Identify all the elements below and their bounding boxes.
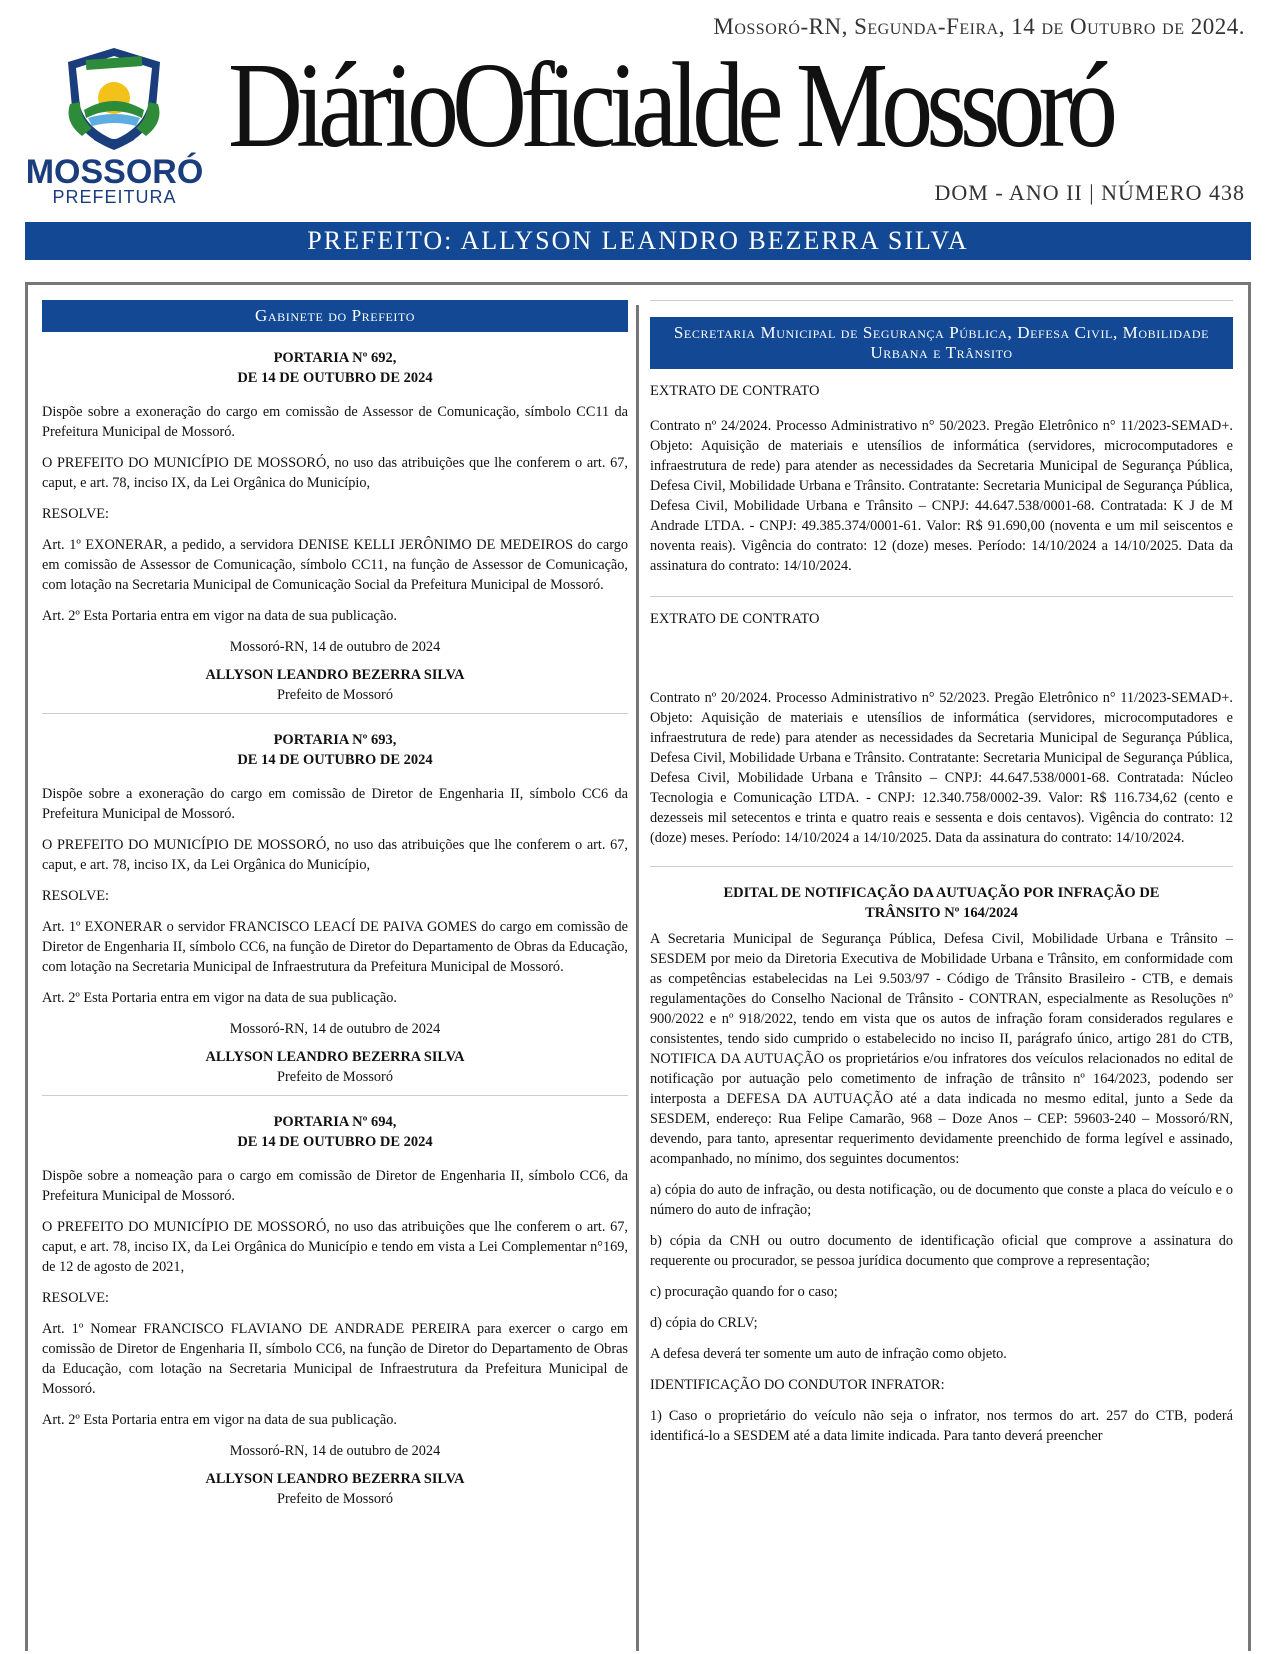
section-divider — [650, 596, 1233, 597]
edital-title — [650, 883, 1233, 923]
portaria-number: PORTARIA Nº 693, — [273, 732, 397, 748]
right-column — [650, 300, 1233, 1457]
coat-of-arms-icon — [62, 44, 166, 154]
left-column — [42, 300, 628, 1517]
portaria-number: PORTARIA Nº 694, — [273, 1114, 397, 1130]
portaria-title — [42, 348, 628, 388]
prefeitura-logo — [22, 44, 202, 209]
edital-ident-heading: IDENTIFICAÇÃO DO CONDUTOR INFRATOR: — [650, 1377, 945, 1393]
section-header-sesdem: Secretaria Municipal de Segurança Pública, Defesa Civil, Mobilidade Urbana e Trânsito — [650, 317, 1233, 369]
portaria-signer: ALLYSON LEANDRO BEZERRA SILVA — [205, 1049, 465, 1065]
portaria-art2: Art. 2º Esta Portaria entra em vigor na data de sua publicação. — [42, 608, 397, 624]
edital-defesa-note: A defesa deverá ter somente um auto de infração como objeto. — [650, 1346, 1007, 1362]
portaria-ementa: Dispõe sobre a exoneração do cargo em comissão de Diretor de Engenharia II, símbolo CC6 da Prefeitura Municipal de Mossoró. — [42, 786, 628, 822]
portaria-art1: Art. 1º Nomear FRANCISCO FLAVIANO DE ANDRADE PEREIRA para exercer o cargo em comissão de Diretor de Engenharia II, símbolo CC6, na função de Diretor do Departamento de Obras da Educação, com lotação na Secretaria Municipal de Infraestrutura da Prefeitura Municipal de Mossoró. — [42, 1321, 628, 1397]
edital-title-line2: TRÂNSITO Nº 164/2024 — [865, 905, 1018, 921]
masthead-title: DiárioOficialde Mossoró — [228, 38, 1112, 173]
portaria-signer-role: Prefeito de Mossoró — [277, 1491, 393, 1507]
section-divider — [650, 300, 1233, 301]
portaria-ementa: Dispõe sobre a nomeação para o cargo em comissão de Diretor de Engenharia II, símbolo CC6, da Prefeitura Municipal de Mossoró. — [42, 1168, 628, 1204]
section-divider — [42, 1095, 628, 1096]
portaria-693 — [42, 730, 628, 1087]
mayor-banner: PREFEITO: ALLYSON LEANDRO BEZERRA SILVA — [25, 222, 1251, 260]
extrato-body: Contrato nº 20/2024. Processo Administrativo n° 52/2023. Pregão Eletrônico n° 11/2023-SEMAD+. Objeto: Aquisição de materiais e utensílios de informática (servidores, microcomputadores e infraestrutura de rede) para atender as necessidades da Secretaria Municipal de Segurança Pública, Defesa Civil, Mobilidade Urbana e Trânsito. Contratante: Secretaria Municipal de Segurança Pública, Defesa Civil, Mobilidade Urbana e Trânsito – CNPJ: 44.647.538/0001-68. Contratada: Núcleo Tecnologia e Comunicação LTDA. - CNPJ: 12.340.758/0002-39. Valor: R$ 116.734,62 (cento e dezesseis mil setecentos e trinta e quatro reais e sessenta e dois centavos). Vigência do contrato: 12 (doze) meses. Período: 14/10/2024 a 14/10/2025. Data da assinatura do contrato: 14/10/2024. — [650, 690, 1233, 846]
edition-number: DOM - ANO II | NÚMERO 438 — [934, 180, 1245, 205]
edital-item-b: b) cópia da CNH ou outro documento de identificação oficial que comprove a assinatura do requerente ou procurador, se pessoa jurídica documento que comprove a representação; — [650, 1233, 1233, 1269]
portaria-art1: Art. 1º EXONERAR o servidor FRANCISCO LEACÍ DE PAIVA GOMES do cargo em comissão de Diretor de Engenharia II, símbolo CC6, na função de Diretor do Departamento de Obras da Educação, com lotação na Secretaria Municipal de Infraestrutura da Prefeitura Municipal de Mossoró. — [42, 919, 628, 975]
portaria-title — [42, 730, 628, 770]
logo-name: MOSSORÓ — [25, 153, 204, 191]
portaria-694 — [42, 1112, 628, 1509]
column-divider — [636, 305, 639, 1651]
portaria-signer-role: Prefeito de Mossoró — [277, 687, 393, 703]
portaria-resolve: RESOLVE: — [42, 506, 109, 522]
extrato-heading: EXTRATO DE CONTRATO — [650, 383, 820, 399]
extrato-contrato-20 — [650, 611, 1233, 848]
extrato-heading: EXTRATO DE CONTRATO — [650, 611, 820, 627]
edital-body: A Secretaria Municipal de Segurança Pública, Defesa Civil, Mobilidade Urbana e Trânsito – SESDEM por meio da Diretoria Executiva de Mobilidade Urbana e Trânsito, em conformidade com as competências estabelecidas na Lei 9.503/97 - Código de Trânsito Brasileiro - CTB, e demais regulamentações do Conselho Nacional de Trânsito - CONTRAN, especialmente as Resoluções nº 900/2022 e nº 918/2022, tendo em vista que os autos de infração foram considerados regulares e consistentes, tendo sido cumprido o estabelecido no inciso II, parágrafo único, artigo 281 do CTB, NOTIFICA DA AUTUAÇÃO os proprietários e/ou infratores dos veículos relacionados no edital de notificação por autuação pelo cometimento de infração de trânsito nº 164/2023, podendo ser interposta a DEFESA DA AUTUAÇÃO até a data indicada no mesmo edital, junto a Sede da SESDEM, endereço: Rua Felipe Camarão, 968 – Doze Anos – CEP: 59603-240 – Mossoró/RN, devendo, para tanto, apresentar requerimento devidamente preenchido de forma legível e assinado, acompanhado, no mínimo, dos seguintes documentos: — [650, 931, 1233, 1167]
portaria-resolve: RESOLVE: — [42, 1290, 109, 1306]
edital-ident-item-1: 1) Caso o proprietário do veículo não seja o infrator, nos termos do art. 257 do CTB, poderá identificá-lo a SESDEM até a data limite indicada. Para tanto deverá preencher — [650, 1408, 1233, 1444]
extrato-contrato-24 — [650, 383, 1233, 576]
portaria-place-date: Mossoró-RN, 14 de outubro de 2024 — [229, 1443, 441, 1459]
portaria-resolve: RESOLVE: — [42, 888, 109, 904]
header — [0, 0, 1275, 255]
portaria-preamble: O PREFEITO DO MUNICÍPIO DE MOSSORÓ, no uso das atribuições que lhe conferem o art. 67, caput, e art. 78, inciso IX, da Lei Orgânica do Município, — [42, 455, 628, 491]
edital-title-line1: EDITAL DE NOTIFICAÇÃO DA AUTUAÇÃO POR INFRAÇÃO DE — [723, 885, 1160, 901]
portaria-art2: Art. 2º Esta Portaria entra em vigor na data de sua publicação. — [42, 990, 397, 1006]
portaria-art2: Art. 2º Esta Portaria entra em vigor na data de sua publicação. — [42, 1412, 397, 1428]
portaria-place-date: Mossoró-RN, 14 de outubro de 2024 — [229, 1021, 441, 1037]
blank-space — [650, 644, 1233, 688]
portaria-signer: ALLYSON LEANDRO BEZERRA SILVA — [205, 1471, 465, 1487]
portaria-number: PORTARIA Nº 692, — [273, 350, 397, 366]
section-divider — [42, 713, 628, 714]
portaria-preamble: O PREFEITO DO MUNICÍPIO DE MOSSORÓ, no uso das atribuições que lhe conferem o art. 67, caput, e art. 78, inciso IX, da Lei Orgânica do Município e tendo em vista a Lei Complementar n°169, de 12 de agosto de 2021, — [42, 1219, 628, 1275]
portaria-ementa: Dispõe sobre a exoneração do cargo em comissão de Assessor de Comunicação, símbolo CC11 da Prefeitura Municipal de Mossoró. — [42, 404, 628, 440]
section-divider — [650, 866, 1233, 867]
edital-item-c: c) procuração quando for o caso; — [650, 1284, 838, 1300]
frame-left-border — [25, 282, 28, 1651]
edital-notificacao — [650, 883, 1233, 1446]
portaria-place-date: Mossoró-RN, 14 de outubro de 2024 — [229, 639, 441, 655]
extrato-body: Contrato nº 24/2024. Processo Administrativo n° 50/2023. Pregão Eletrônico n° 11/2023-SEMAD+. Objeto: Aquisição de materiais e utensílios de informática (servidores, microcomputadores e infraestrutura de rede) para atender as necessidades da Secretaria Municipal de Segurança Pública, Defesa Civil, Mobilidade Urbana e Trânsito. Contratante: Secretaria Municipal de Segurança Pública, Defesa Civil, Mobilidade Urbana e Trânsito – CNPJ: 44.647.538/0001-68. Contratada: K J de M Andrade LTDA. - CNPJ: 49.385.374/0001-61. Valor: R$ 91.690,00 (noventa e um mil seiscentos e noventa reais). Vigência do contrato: 12 (doze) meses. Período: 14/10/2024 a 14/10/2025. Data da assinatura do contrato: 14/10/2024. — [650, 418, 1233, 574]
logo-subtitle: PREFEITURA — [52, 187, 177, 207]
edital-item-a: a) cópia do auto de infração, ou desta notificação, ou de documento que conste a placa do veículo e o número do auto de infração; — [650, 1182, 1233, 1218]
portaria-date: DE 14 DE OUTUBRO DE 2024 — [237, 752, 433, 768]
portaria-preamble: O PREFEITO DO MUNICÍPIO DE MOSSORÓ, no uso das atribuições que lhe conferem o art. 67, caput, e art. 78, inciso IX, da Lei Orgânica do Município, — [42, 837, 628, 873]
publication-date: Mossoró-RN, Segunda-Feira, 14 de Outubro de 2024. — [713, 14, 1245, 39]
portaria-692 — [42, 348, 628, 705]
portaria-art1: Art. 1º EXONERAR, a pedido, a servidora DENISE KELLI JERÔNIMO DE MEDEIROS do cargo em comissão de Assessor de Comunicação, símbolo CC11, na função de Assessor de Comunicação, com lotação na Secretaria Municipal de Comunicação Social da Prefeitura Municipal de Mossoró. — [42, 537, 628, 593]
frame-right-border — [1248, 282, 1251, 1651]
portaria-date: DE 14 DE OUTUBRO DE 2024 — [237, 370, 433, 386]
section-header-gabinete: Gabinete do Prefeito — [42, 300, 628, 332]
portaria-signer: ALLYSON LEANDRO BEZERRA SILVA — [205, 667, 465, 683]
edital-item-d: d) cópia do CRLV; — [650, 1315, 758, 1331]
portaria-date: DE 14 DE OUTUBRO DE 2024 — [237, 1134, 433, 1150]
portaria-signer-role: Prefeito de Mossoró — [277, 1069, 393, 1085]
portaria-title — [42, 1112, 628, 1152]
